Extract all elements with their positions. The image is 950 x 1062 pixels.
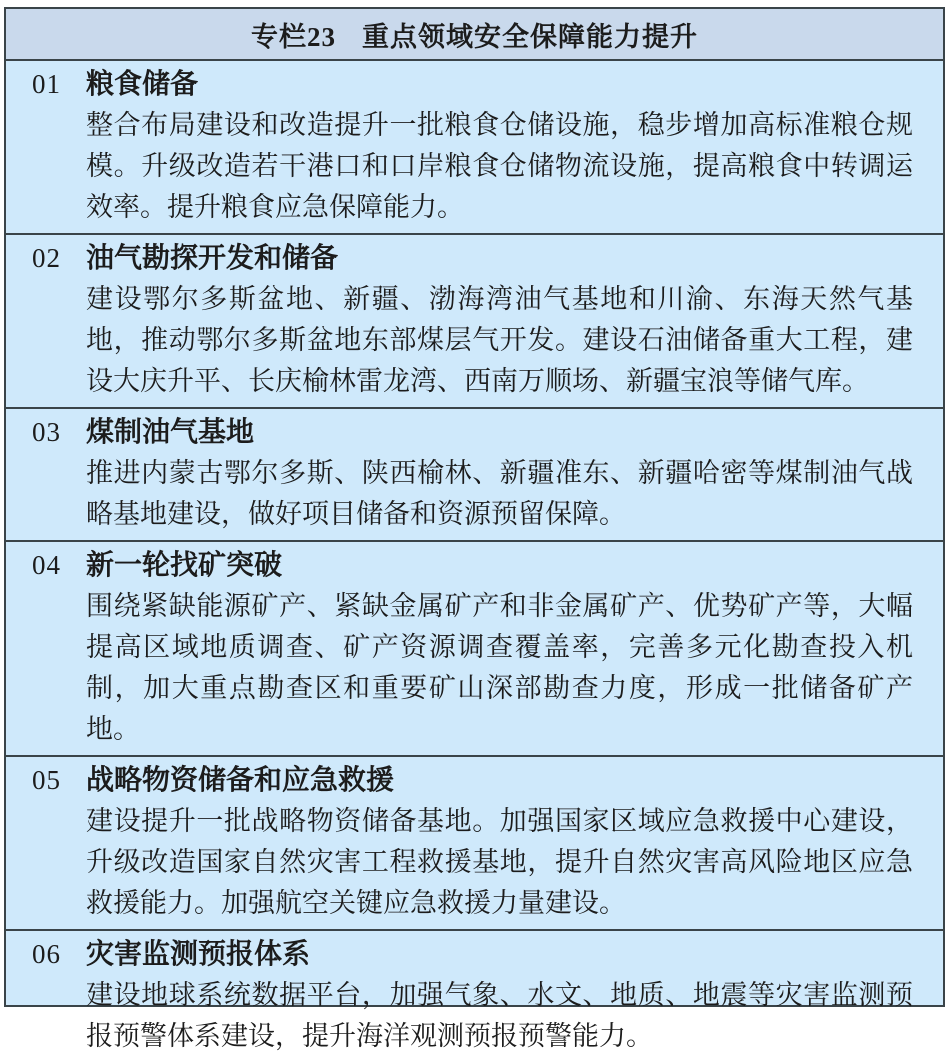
section-body: 建设提升一批战略物资储备基地。加强国家区域应急救援中心建设，升级改造国家自然灾害工程救援基地，提升自然灾害高风险地区应急救援能力。加强航空关键应急救援力量建设。 <box>86 806 913 918</box>
section-number: 02 <box>32 243 61 273</box>
section-body: 推进内蒙古鄂尔多斯、陕西榆林、新疆准东、新疆哈密等煤制油气战略基地建设，做好项目储备和资源预留保障。 <box>86 458 913 529</box>
section-title: 战略物资储备和应急救援 <box>86 765 395 796</box>
panel-label: 专栏23 <box>251 21 336 52</box>
section-head <box>32 760 913 801</box>
sections <box>6 61 943 1062</box>
section-title: 灾害监测预报体系 <box>86 939 311 970</box>
section-number: 05 <box>32 765 61 795</box>
section-number: 01 <box>32 69 61 99</box>
section-body: 建设地球系统数据平台，加强气象、水文、地质、地震等灾害监测预报预警体系建设，提升海洋观测预报预警能力。 <box>86 980 913 1051</box>
section-row <box>6 542 943 757</box>
section-number: 06 <box>32 939 61 969</box>
section-number: 03 <box>32 417 61 447</box>
section-body: 围绕紧缺能源矿产、紧缺金属矿产和非金属矿产、优势矿产等，大幅提高区域地质调查、矿产资源调查覆盖率，完善多元化勘查投入机制，加大重点勘查区和重要矿山深部勘查力度，形成一批储备矿产地。 <box>86 591 913 744</box>
section-row <box>6 757 943 931</box>
section-head <box>32 934 913 975</box>
section-title: 新一轮找矿突破 <box>86 550 283 581</box>
section-title: 粮食储备 <box>86 69 199 100</box>
section-row <box>6 931 943 1062</box>
panel-title: 重点领域安全保障能力提升 <box>362 21 698 52</box>
section-number: 04 <box>32 550 61 580</box>
section-row <box>6 409 943 542</box>
section-title: 油气勘探开发和储备 <box>86 243 339 274</box>
section-head <box>32 64 913 105</box>
section-title: 煤制油气基地 <box>86 417 255 448</box>
panel-box <box>4 7 945 1051</box>
section-row <box>6 235 943 409</box>
section-row <box>6 61 943 235</box>
section-head <box>32 238 913 279</box>
panel-header <box>6 9 943 61</box>
section-body: 整合布局建设和改造提升一批粮食仓储设施，稳步增加高标准粮仓规模。升级改造若干港口和口岸粮食仓储物流设施，提高粮食中转调运效率。提升粮食应急保障能力。 <box>86 110 913 222</box>
section-head <box>32 412 913 453</box>
section-head <box>32 545 913 586</box>
section-body: 建设鄂尔多斯盆地、新疆、渤海湾油气基地和川渝、东海天然气基地，推动鄂尔多斯盆地东部煤层气开发。建设石油储备重大工程，建设大庆升平、长庆榆林雷龙湾、西南万顺场、新疆宝浪等储气库。 <box>86 284 913 396</box>
